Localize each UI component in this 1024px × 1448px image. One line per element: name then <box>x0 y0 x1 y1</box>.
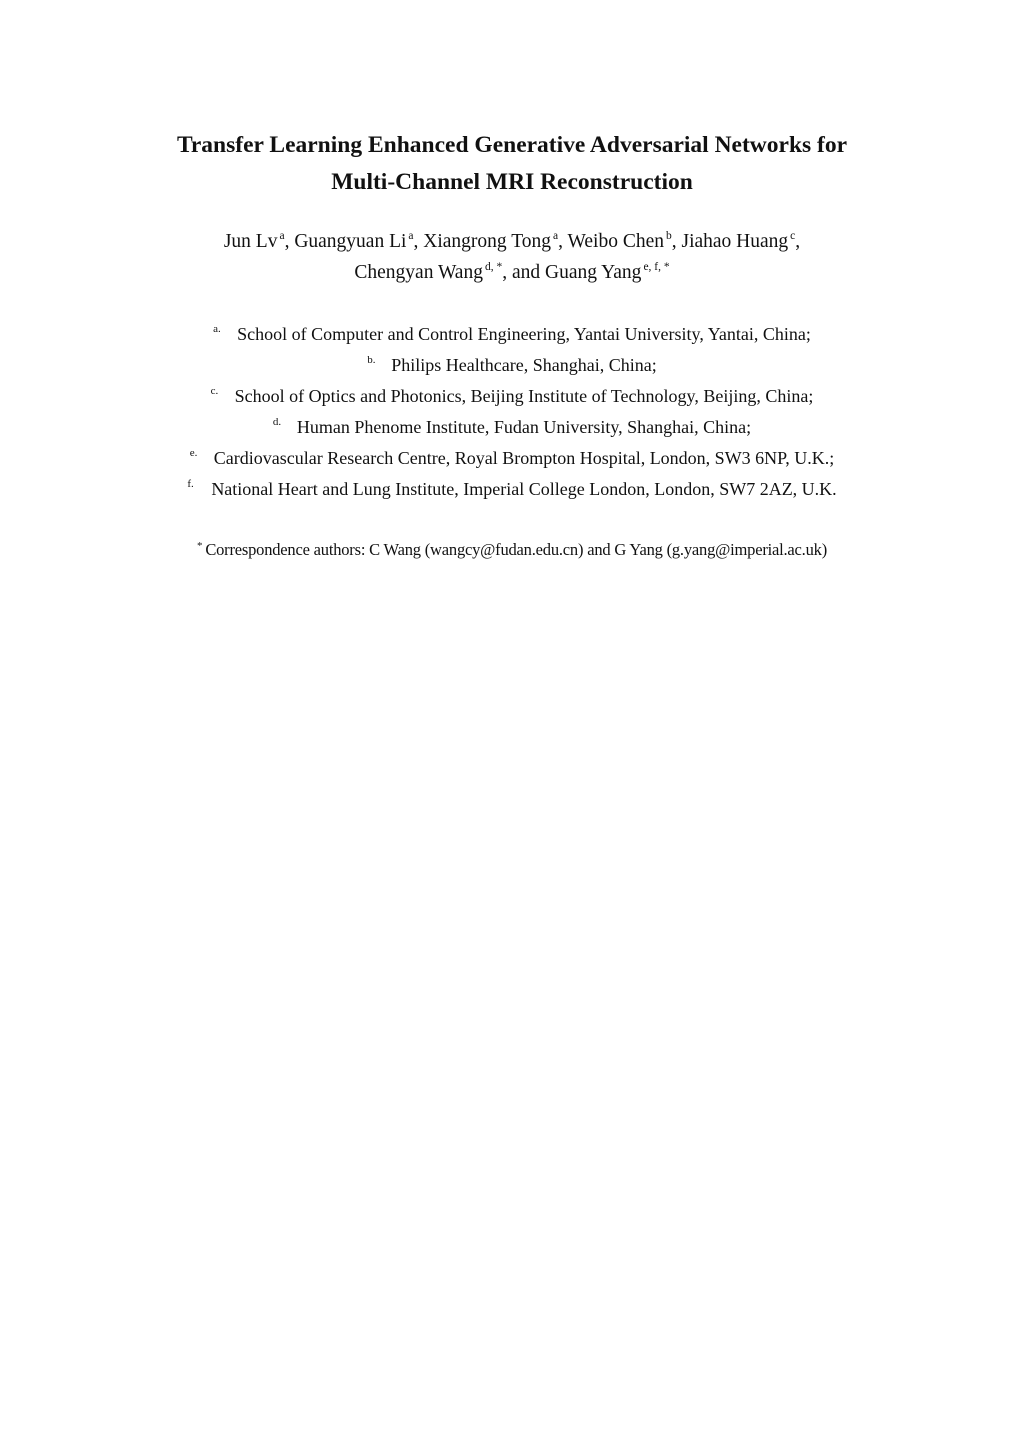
affiliation-mark: e. <box>189 447 198 459</box>
author-name: Jiahao Huang <box>681 231 789 252</box>
author-list-line-2 <box>0 263 1024 283</box>
author-name: Jun Lv <box>223 231 278 252</box>
affiliation-d <box>0 418 1024 436</box>
author-affiliation-mark: e, f, * <box>643 261 670 273</box>
affiliation-b <box>0 356 1024 374</box>
author-affiliation-mark: a <box>553 230 559 242</box>
author-affiliation-mark: a <box>408 230 414 242</box>
author-separator: , <box>502 262 512 283</box>
affiliation-text: National Heart and Lung Institute, Imperial College London, London, SW7 2AZ, U.K. <box>211 479 837 499</box>
author-list-line-1 <box>0 232 1024 252</box>
correspondence-text: Correspondence authors: C Wang (wangcy@fudan.edu.cn) and G Yang (g.yang@imperial.ac.uk) <box>205 540 827 559</box>
correspondence-note <box>0 542 1024 559</box>
author-separator: , <box>558 231 568 252</box>
affiliation-text: Human Phenome Institute, Fudan University, Shanghai, China; <box>296 417 752 437</box>
affiliation-text: School of Optics and Photonics, Beijing Institute of Technology, Beijing, China; <box>234 386 814 406</box>
author-separator: , <box>413 231 424 252</box>
paper-title-line-2: Multi-Channel MRI Reconstruction <box>331 169 693 195</box>
affiliation-mark: f. <box>187 478 194 490</box>
author-separator: , <box>795 231 801 252</box>
affiliation-a <box>0 325 1024 343</box>
author-affiliation-mark: b <box>665 230 672 242</box>
affiliation-e <box>0 449 1024 467</box>
affiliation-c <box>0 387 1024 405</box>
affiliation-mark: b. <box>367 354 376 366</box>
author-name: Weibo Chen <box>567 231 664 252</box>
correspondence-mark: * <box>197 540 203 552</box>
affiliation-mark: c. <box>210 385 219 397</box>
author-name: Chengyan Wang <box>354 262 483 283</box>
author-name: and Guang Yang <box>511 262 642 283</box>
affiliation-f <box>0 480 1024 498</box>
author-affiliation-mark: a <box>279 230 285 242</box>
paper-title-line-1: Transfer Learning Enhanced Generative Adversarial Networks for <box>176 132 848 158</box>
affiliation-mark: d. <box>272 416 282 428</box>
author-separator: , <box>671 231 682 252</box>
author-separator: , <box>284 231 295 252</box>
affiliation-mark: a. <box>213 323 221 335</box>
author-affiliation-mark: c <box>790 230 796 242</box>
affiliation-text: School of Computer and Control Engineering, Yantai University, Yantai, China; <box>237 324 811 344</box>
author-name: Xiangrong Tong <box>423 231 552 252</box>
author-affiliation-mark: d, * <box>484 261 503 273</box>
author-name: Guangyuan Li <box>294 231 407 252</box>
affiliation-text: Cardiovascular Research Centre, Royal Brompton Hospital, London, SW3 6NP, U.K.; <box>213 448 835 468</box>
affiliation-text: Philips Healthcare, Shanghai, China; <box>391 355 657 375</box>
